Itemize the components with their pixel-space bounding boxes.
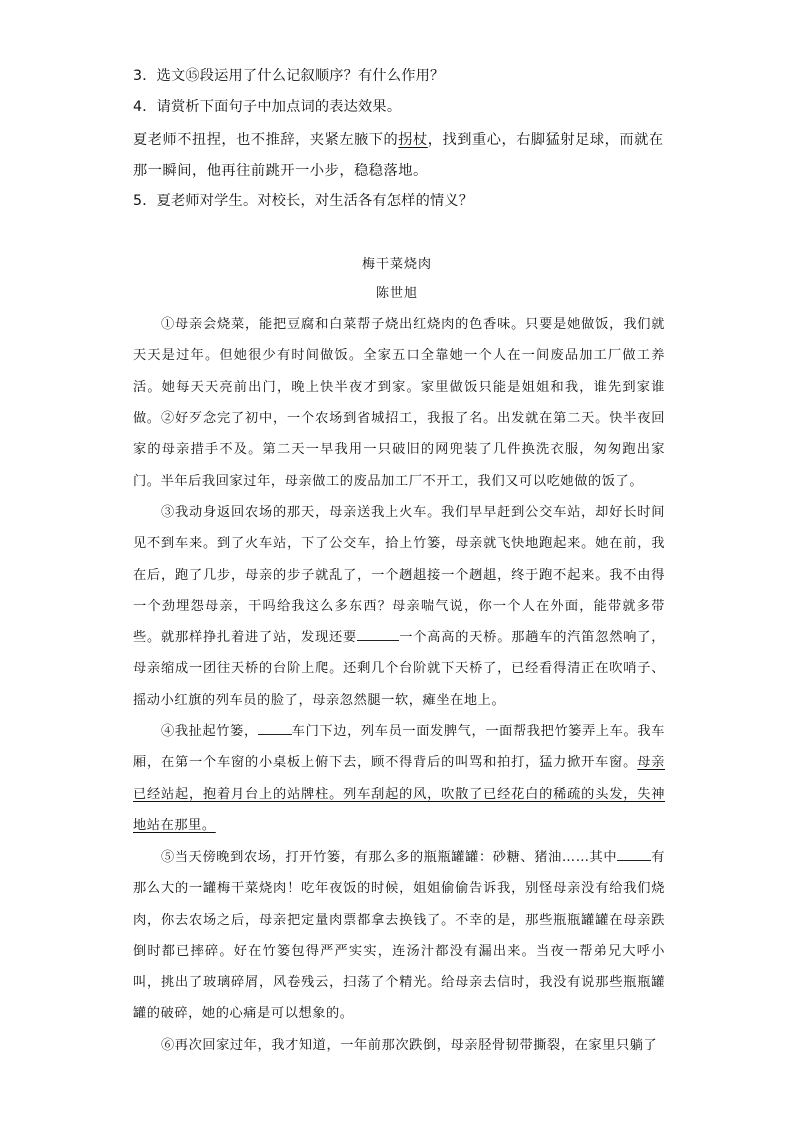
paragraph-5 xyxy=(133,842,665,1030)
paragraph-3-end: 一个高高的天桥。那趟车的汽笛忽然响了，母亲缩成一团往天桥的台阶上爬。还剩几个台阶就下天桥了，已经看得清正在吹哨子、摇动小红旗的列车员的脸了，母亲忽然腿一软，瘫坐在地上。 xyxy=(133,630,665,708)
marked-word: 拐杖 xyxy=(398,132,428,148)
quote-text-start: 夏老师不扭捏，也不推辞，夹紧左腋下的 xyxy=(133,132,399,148)
fill-blank-3 xyxy=(617,848,651,861)
paragraph-6: ⑥再次回家过年，我才知道，一年前那次跌倒，母亲胫骨韧带撕裂，在家里只躺了 xyxy=(161,1038,658,1053)
paragraph-2: ②好歹念完了初中，一个农场到省城招工，我报了名。出发就在第二天。快半夜回家的母亲措手不及。第二天一早我用一只破旧的网兜装了几件换洗衣服，匆匆跑出家门。半年后我回家过年，母亲做工的废品加工厂不开工，我们又可以吃她做的饭了。 xyxy=(133,411,665,489)
question-4: 4．请赏析下面句子中加点词的表达效果。 xyxy=(133,99,402,115)
paragraph-3 xyxy=(133,497,665,716)
question-3: 3．选文⑮段运用了什么记叙顺序？有什么作用？ xyxy=(133,68,445,84)
paragraph-4 xyxy=(133,716,665,841)
paragraph-1: ①母亲会烧菜，能把豆腐和白菜帮子烧出红烧肉的色香味。只要是她做饭，我们就天天是过年。但她很少有时间做饭。全家五口全靠她一个人在一间废品加工厂做工养活。她每天天亮前出门，晚上快半夜才到家。家里做饭只能是姐姐和我，谁先到家谁做。 xyxy=(133,317,665,426)
paragraph-5-end: 有那么大的一罐梅干菜烧肉！吃年夜饭的时候，姐姐偷偷告诉我，别怪母亲没有给我们烧肉，你去农场之后，母亲把定量肉票都拿去换钱了。不幸的是，那些瓶瓶罐罐在母亲跌倒时都已摔碎。好在竹篓包得严严实实，连汤汁都没有漏出来。当夜一帮弟兄大呼小叫，挑出了玻璃碎屑，风卷残云，扫荡了个精光。给母亲去信时，我没有说那些瓶瓶罐罐的破碎，她的心痛是可以想象的。 xyxy=(133,850,665,1022)
quote-text-end: ，找到重心，右脚猛射足球，而就在那一瞬间，他再往前跳开一小步，稳稳落地。 xyxy=(133,132,664,179)
question-5: 5．夏老师对学生。对校长，对生活各有怎样的情义？ xyxy=(133,193,474,209)
paragraph-5-start: ⑤当天傍晚到农场，打开竹篓，有那么多的瓶瓶罐罐：砂糖、猪油……其中 xyxy=(161,850,618,865)
article-author: 陈世旭 xyxy=(375,286,418,301)
question-4-quote xyxy=(133,125,665,187)
paragraph-4-middle: 车门下边，列车员一面发脾气，一面帮我把竹篓弄上车。我车厢，在第一个车窗的小桌板上俯下去，顾不得背后的叫骂和拍打，猛力掀开车窗。 xyxy=(133,724,665,771)
fill-blank-2 xyxy=(258,722,292,735)
paragraph-3-start: ③我动身返回农场的那天，母亲送我上火车。我们早早赶到公交车站，却好长时间见不到车来。到了火车站，下了公交车，拾上竹篓，母亲就飞快地跑起来。她在前，我在后，跑了几步，母亲的步子就乱了，一个趔趄接一个趔趄，终于跑不起来。我不由得一个劲埋怨母亲，干吗给我这么多东西？母亲喘气说，你一个人在外面，能带就多带些。就那样挣扎着进了站，发现还要 xyxy=(133,505,665,646)
underlined-sentence: 母亲已经站起，抱着月台上的站牌柱。列车刮起的风，吹散了已经花白的稀疏的头发，失神地站在那里。 xyxy=(133,755,665,833)
article-title: 梅干菜烧肉 xyxy=(361,257,432,272)
fill-blank-1 xyxy=(357,628,399,641)
paragraph-4-start: ④我扯起竹篓， xyxy=(161,724,258,739)
